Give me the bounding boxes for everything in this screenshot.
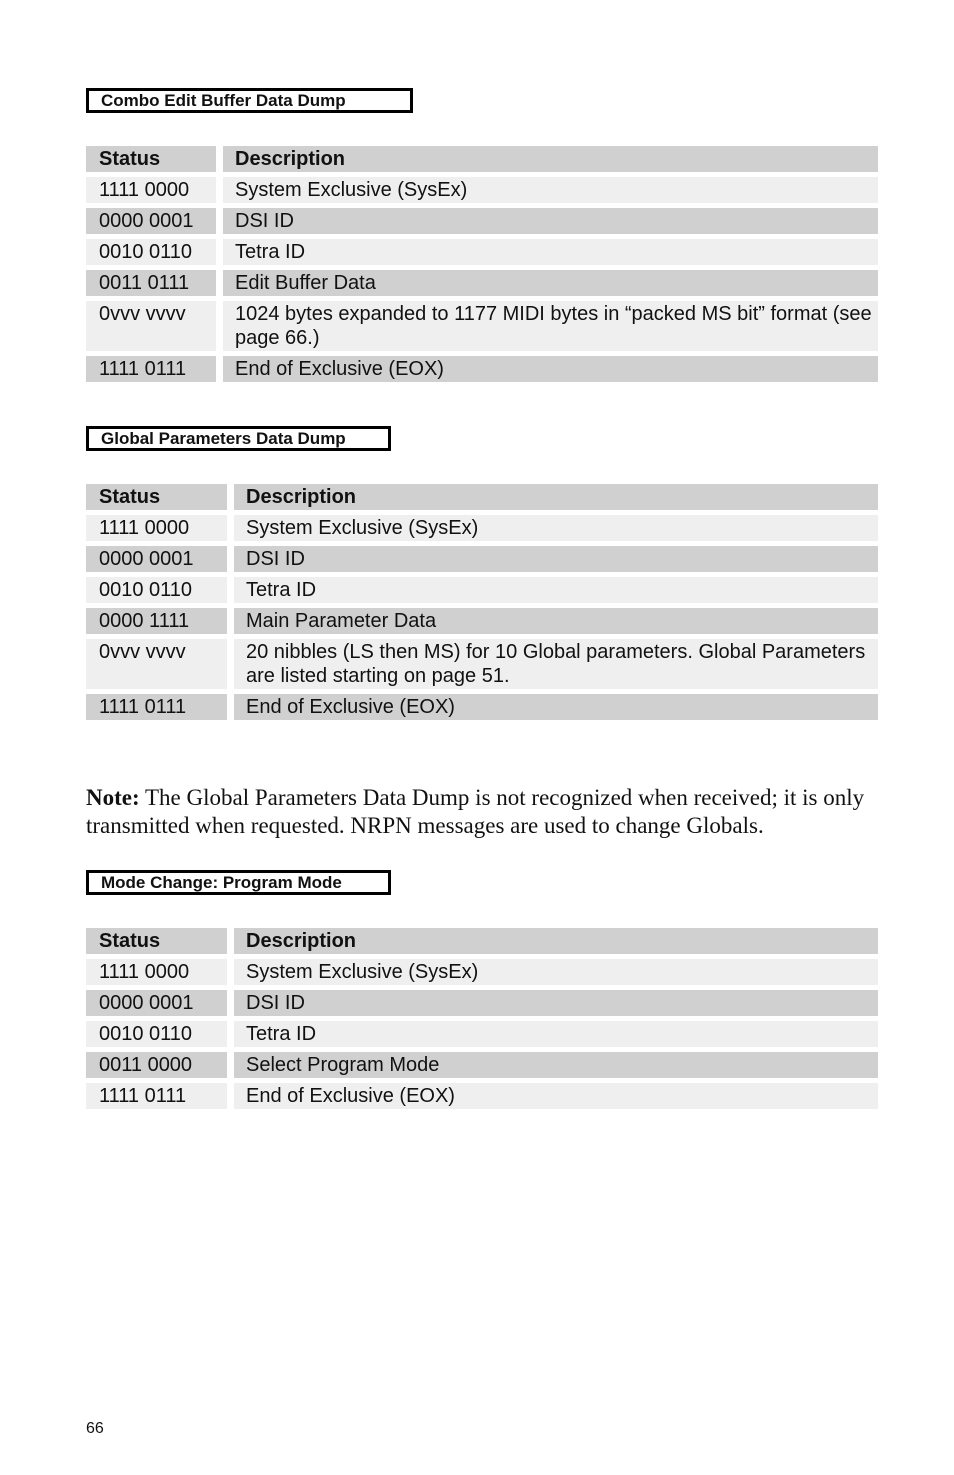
table-row <box>86 577 878 603</box>
description-cell: 1024 bytes expanded to 1177 MIDI bytes in “packed MS bit” format (see page 66.) <box>235 303 872 349</box>
table-row <box>86 208 878 234</box>
status-cell: 0000 0001 <box>99 992 194 1014</box>
table-row <box>86 270 878 296</box>
mode-change-table <box>86 923 878 1114</box>
status-cell: 0010 0110 <box>99 241 193 263</box>
table-header-row <box>86 146 878 172</box>
table-row <box>86 608 878 634</box>
status-cell: 1111 0000 <box>99 517 190 539</box>
status-cell: 0010 0110 <box>99 579 193 601</box>
description-cell: End of Exclusive (EOX) <box>246 1085 455 1107</box>
description-cell: DSI ID <box>235 210 294 232</box>
table-row <box>86 515 878 541</box>
table-row <box>86 990 878 1016</box>
description-header: Description <box>235 148 346 170</box>
status-cell: 1111 0111 <box>99 358 187 380</box>
description-cell: Edit Buffer Data <box>235 272 376 294</box>
description-cell: Select Program Mode <box>246 1054 440 1076</box>
table-row <box>86 239 878 265</box>
status-cell: 0011 0000 <box>99 1054 193 1076</box>
table-row <box>86 1083 878 1109</box>
table-row <box>86 301 878 351</box>
table-row <box>86 639 878 689</box>
status-header: Status <box>99 486 161 508</box>
status-cell: 0000 1111 <box>99 610 190 632</box>
description-cell: System Exclusive (SysEx) <box>246 517 479 539</box>
description-cell: Tetra ID <box>235 241 306 263</box>
description-cell: System Exclusive (SysEx) <box>246 961 479 983</box>
description-cell: End of Exclusive (EOX) <box>235 358 444 380</box>
status-cell: 0000 0001 <box>99 210 194 232</box>
note-label: Note: <box>86 785 140 810</box>
status-cell: 0010 0110 <box>99 1023 193 1045</box>
note-text: The Global Parameters Data Dump is not recognized when received; it is only transmitted when requested. NRPN messages are used to change Globals. <box>86 785 865 838</box>
description-header: Description <box>246 930 357 952</box>
status-cell: 1111 0111 <box>99 696 187 718</box>
description-cell: DSI ID <box>246 992 305 1014</box>
description-cell: Tetra ID <box>246 1023 317 1045</box>
section-title-combo-edit-buffer: Combo Edit Buffer Data Dump <box>86 88 413 113</box>
status-header: Status <box>99 930 161 952</box>
page-number: 66 <box>86 1420 104 1437</box>
description-cell: 20 nibbles (LS then MS) for 10 Global parameters. Global Parameters are listed starting on page 51. <box>246 641 866 687</box>
table-row <box>86 1052 878 1078</box>
table-row <box>86 546 878 572</box>
table-header-row <box>86 484 878 510</box>
table-header-row <box>86 928 878 954</box>
status-cell: 0011 0111 <box>99 272 190 294</box>
global-parameters-table <box>86 479 878 725</box>
section-title-global-parameters: Global Parameters Data Dump <box>86 426 391 451</box>
table-row <box>86 959 878 985</box>
description-cell: End of Exclusive (EOX) <box>246 696 455 718</box>
status-cell: 0vvv vvvv <box>99 303 186 325</box>
table-row <box>86 1021 878 1047</box>
status-cell: 1111 0111 <box>99 1085 187 1107</box>
status-cell: 0000 0001 <box>99 548 194 570</box>
note-paragraph <box>86 784 876 840</box>
description-cell: DSI ID <box>246 548 305 570</box>
status-header: Status <box>99 148 161 170</box>
status-cell: 0vvv vvvv <box>99 641 186 663</box>
description-header: Description <box>246 486 357 508</box>
status-cell: 1111 0000 <box>99 179 190 201</box>
combo-edit-buffer-table <box>86 141 878 387</box>
table-row <box>86 694 878 720</box>
table-row <box>86 177 878 203</box>
section-title-mode-change: Mode Change: Program Mode <box>86 870 391 895</box>
status-cell: 1111 0000 <box>99 961 190 983</box>
description-cell: Main Parameter Data <box>246 610 437 632</box>
description-cell: System Exclusive (SysEx) <box>235 179 468 201</box>
table-row <box>86 356 878 382</box>
description-cell: Tetra ID <box>246 579 317 601</box>
